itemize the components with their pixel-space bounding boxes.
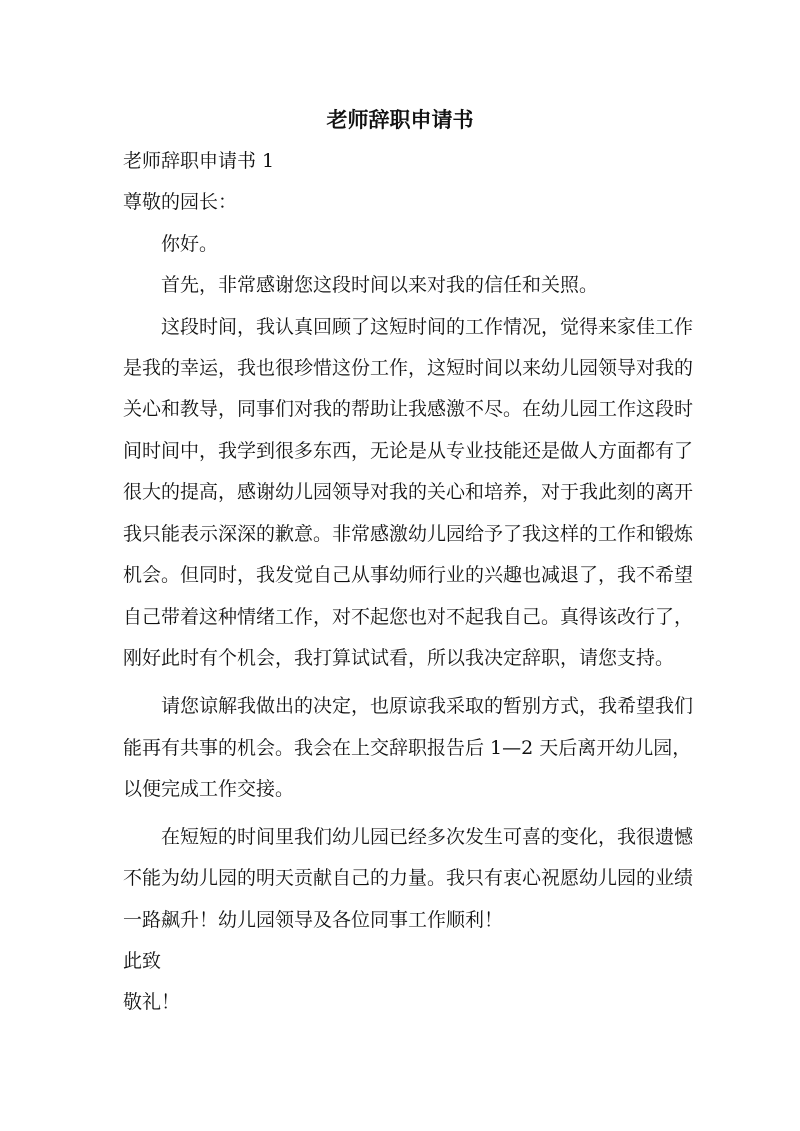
paragraph-line: 间时间中，我学到很多东西，无论是从专业技能还是做人方面都有了 — [123, 440, 694, 462]
paragraph-line: 自己带着这种情绪工作，对不起您也对不起我自己。真得该改行了， — [123, 606, 694, 628]
salutation: 尊敬的园长： — [123, 191, 238, 213]
paragraph-line: 关心和教导，同事们对我的帮助让我感激不尽。在幼儿园工作这段时 — [123, 398, 694, 420]
paragraph-line: 是我的幸运，我也很珍惜这份工作，这短时间以来幼儿园领导对我的 — [123, 357, 694, 379]
paragraph-line: 能再有共事的机会。我会在上交辞职报告后 1—2 天后离开幼儿园， — [123, 737, 692, 759]
paragraph-line: 请您谅解我做出的决定，也原谅我采取的暂别方式，我希望我们 — [161, 695, 694, 717]
paragraph-line: 刚好此时有个机会，我打算试试看，所以我决定辞职，请您支持。 — [123, 647, 675, 669]
document-subtitle: 老师辞职申请书 1 — [123, 150, 275, 172]
closing-line: 此致 — [123, 950, 162, 972]
paragraph-line: 以便完成工作交接。 — [123, 778, 295, 800]
paragraph-line: 这段时间，我认真回顾了这短时间的工作情况，觉得来家佳工作 — [161, 316, 694, 338]
paragraph-line: 首先，非常感谢您这段时间以来对我的信任和关照。 — [161, 274, 599, 296]
paragraph-line: 不能为幼儿园的明天贡献自己的力量。我只有衷心祝愿幼儿园的业绩 — [123, 867, 694, 889]
paragraph-line: 我只能表示深深的歉意。非常感激幼儿园给予了我这样的工作和锻炼 — [123, 523, 694, 545]
closing-line: 敬礼！ — [123, 991, 181, 1013]
paragraph-line: 在短短的时间里我们幼儿园已经多次发生可喜的变化，我很遗憾 — [161, 826, 694, 848]
document-title: 老师辞职申请书 — [326, 107, 474, 132]
paragraph-line: 很大的提高，感谢幼儿园领导对我的关心和培养，对于我此刻的离开 — [123, 481, 694, 503]
paragraph-line: 一路飙升！幼儿园领导及各位同事工作顺利！ — [123, 909, 504, 931]
greeting: 你好。 — [161, 233, 219, 255]
paragraph-line: 机会。但同时，我发觉自己从事幼师行业的兴趣也减退了，我不希望 — [123, 564, 694, 586]
